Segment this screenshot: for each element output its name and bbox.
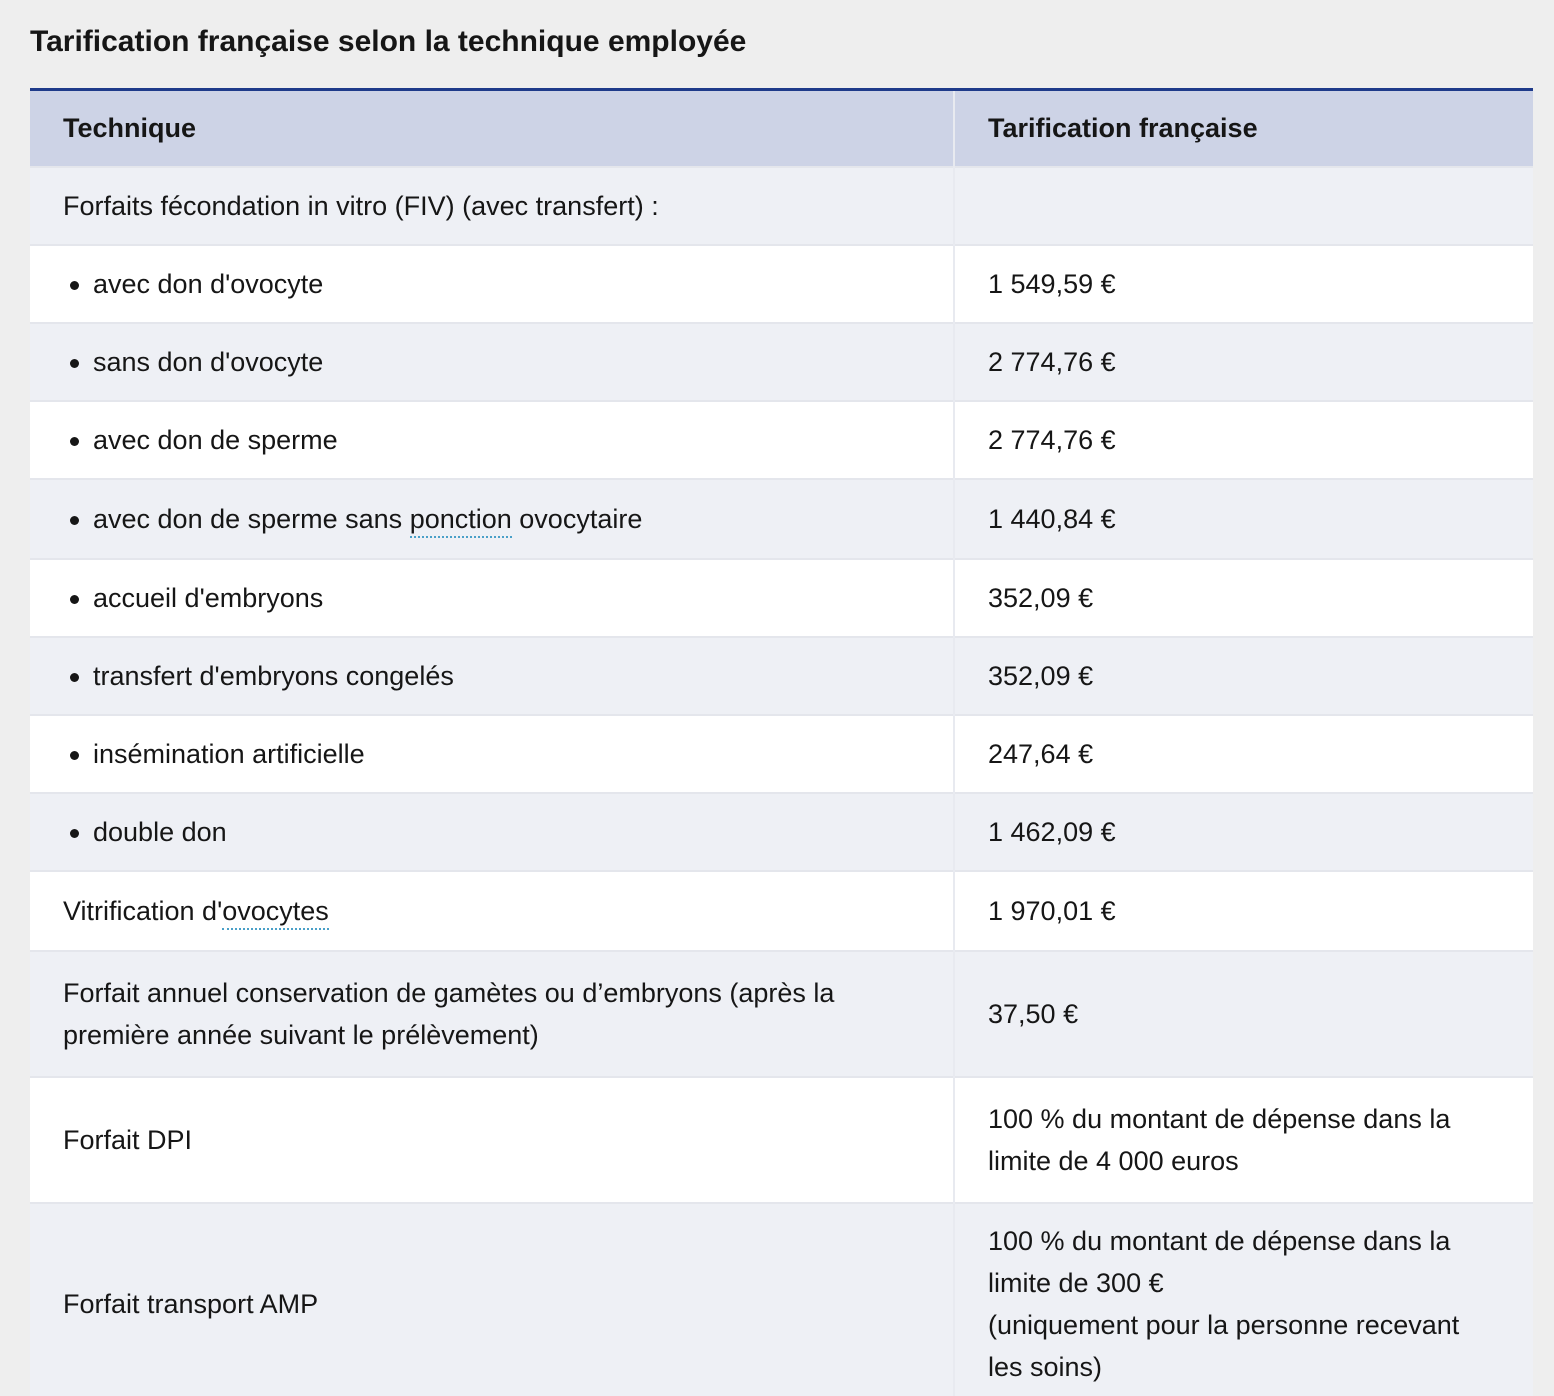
table-header-row [30,90,1533,167]
table-row [30,793,1533,871]
table-row [30,323,1533,401]
price-cell [954,1203,1533,1396]
bullet-list-item: insémination artificielle [63,733,365,775]
technique-cell [30,479,954,559]
column-header-technique: Technique [30,90,954,167]
technique-cell: Forfait DPI [30,1077,954,1203]
technique-text: Vitrification d' [63,895,223,926]
technique-cell [30,245,954,323]
bullet-list-item [63,498,642,540]
table-row [30,871,1533,951]
price-cell: 2 774,76 € [954,323,1533,401]
bullet-list-item: avec don de sperme [63,419,338,461]
price-cell [954,167,1533,245]
technique-cell [30,401,954,479]
price-cell: 1 440,84 € [954,479,1533,559]
table-row [30,637,1533,715]
table-row [30,401,1533,479]
technique-cell [30,323,954,401]
price-cell: 1 549,59 € [954,245,1533,323]
technique-cell [30,637,954,715]
page-title: Tarification française selon la technique employée [30,25,747,58]
glossary-term-ovocytes[interactable]: ovocytes [222,896,329,930]
table-row [30,951,1533,1077]
table-row [30,559,1533,637]
price-note: (uniquement pour la personne recevant les soins) [988,1310,1460,1382]
price-cell: 1 462,09 € [954,793,1533,871]
price-cell: 352,09 € [954,559,1533,637]
bullet-list-item: accueil d'embryons [63,577,323,619]
bullet-list-item: avec don d'ovocyte [63,263,323,305]
technique-cell [30,793,954,871]
glossary-term-ponction[interactable]: ponction [410,504,512,538]
technique-cell [30,715,954,793]
pricing-table [30,88,1533,1396]
bullet-list-item: double don [63,811,227,853]
table-row [30,167,1533,245]
technique-cell: Forfait annuel conservation de gamètes ou d’embryons (après la première année suivant le prélèvement) [30,951,954,1077]
table-row [30,245,1533,323]
price-text: 100 % du montant de dépense dans la limite de 300 € [988,1226,1451,1298]
technique-text: avec don de sperme sans [93,503,410,534]
bullet-list-item: transfert d'embryons congelés [63,655,454,697]
column-header-tarification: Tarification française [954,90,1533,167]
table-row [30,1077,1533,1203]
table-row [30,479,1533,559]
price-cell: 352,09 € [954,637,1533,715]
technique-cell [30,559,954,637]
price-cell: 1 970,01 € [954,871,1533,951]
price-cell: 2 774,76 € [954,401,1533,479]
technique-cell [30,871,954,951]
table-row [30,1203,1533,1396]
table-row [30,715,1533,793]
bullet-list-item: sans don d'ovocyte [63,341,323,383]
price-cell: 247,64 € [954,715,1533,793]
price-cell: 37,50 € [954,951,1533,1077]
technique-text: ovocytaire [511,503,643,534]
price-cell: 100 % du montant de dépense dans la limite de 4 000 euros [954,1077,1533,1203]
technique-cell: Forfait transport AMP [30,1203,954,1396]
technique-cell: Forfaits fécondation in vitro (FIV) (avec transfert) : [30,167,954,245]
